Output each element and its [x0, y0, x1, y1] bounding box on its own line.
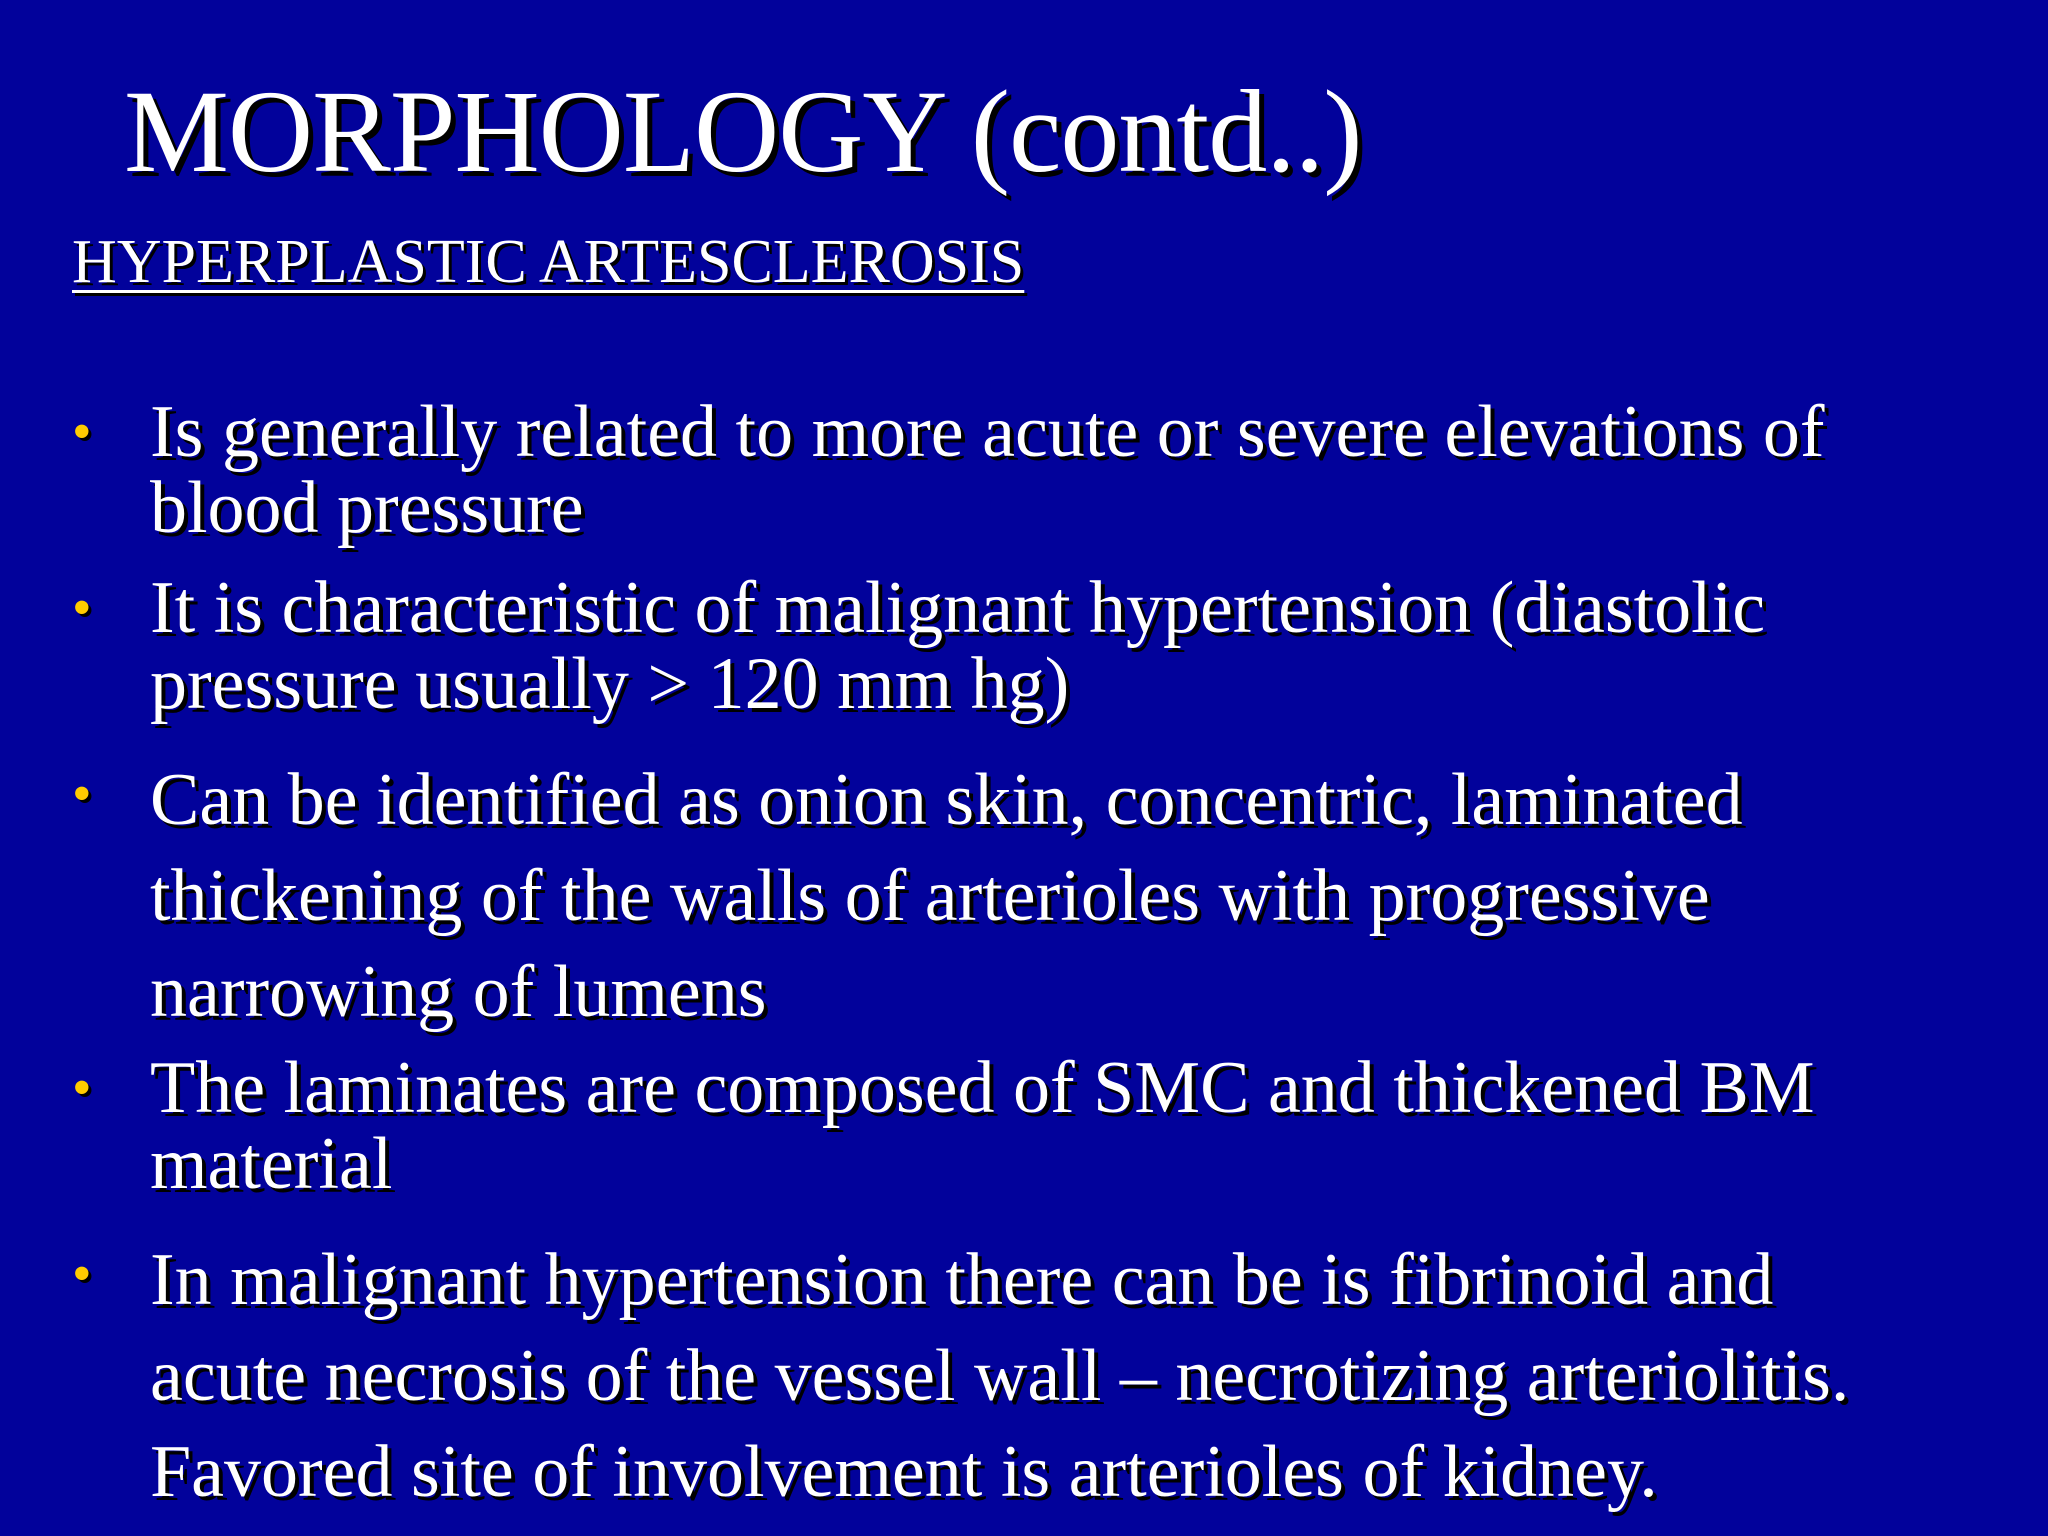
bullet-text: Can be identified as onion skin, concentric, laminated thickening of the walls of arterioles with progressive narrowing of lumens [150, 759, 1743, 1033]
slide-title: MORPHOLOGY (contd..) [124, 66, 1362, 197]
bullet-point-icon: • [72, 577, 92, 639]
bullet-point-icon: • [72, 1057, 92, 1119]
bullet-point-icon: • [72, 1243, 92, 1305]
bullet-text: Is generally related to more acute or severe elevations of blood pressure [150, 391, 1825, 549]
bullet-point-icon: • [72, 763, 92, 825]
slide-subtitle: HYPERPLASTIC ARTESCLEROSIS [72, 228, 1025, 296]
bullet-text: It is characteristic of malignant hypertension (diastolic pressure usually > 120 mm hg) [150, 567, 1766, 725]
bullet-point-icon: • [72, 401, 92, 463]
bullet-text: In malignant hypertension there can be is fibrinoid and acute necrosis of the vessel wall – necrotizing arteriolitis. Favored site of involvement is arterioles of kidney. [150, 1239, 1850, 1513]
bullet-text: The laminates are composed of SMC and thickened BM material [150, 1047, 1815, 1205]
